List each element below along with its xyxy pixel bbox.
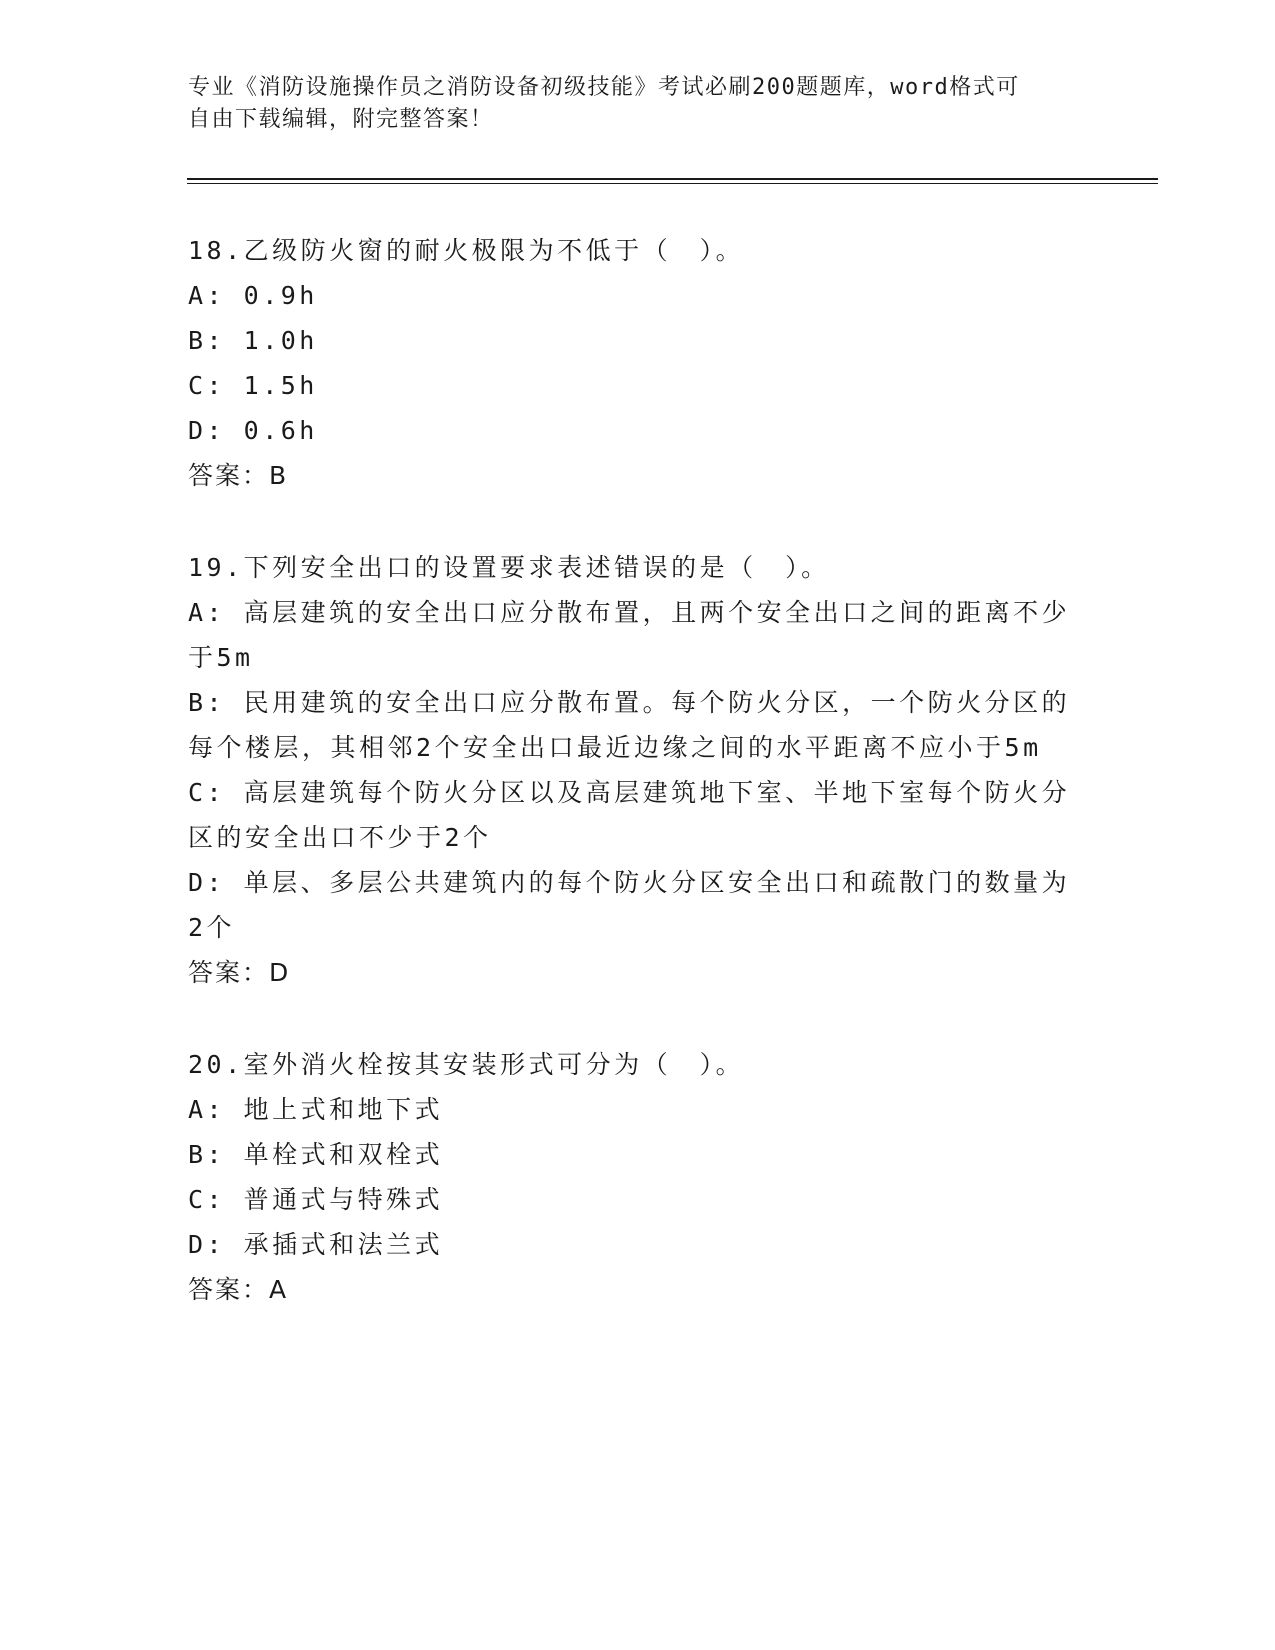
question-stem: 18.乙级防火窗的耐火极限为不低于（ ）。 [188,236,745,265]
option-text: A: 高层建筑的安全出口应分散布置，且两个安全出口之间的距离不少 [188,598,1071,627]
option-text: D: 0.6h [188,416,318,445]
option-text: B: 1.0h [188,326,318,355]
document-header [188,72,1068,136]
option-b [188,680,1088,770]
option-text: A: 0.9h [188,281,318,310]
option-d [188,860,1088,950]
option-text: A: 地上式和地下式 [188,1095,444,1124]
option-text: C: 1.5h [188,371,318,400]
option-c [188,770,1088,860]
header-divider [187,178,1158,184]
question-19 [188,545,1088,996]
option-text-continued: 每个楼层，其相邻2个安全出口最近边缘之间的水平距离不应小于5m [188,733,1042,762]
option-text: B: 民用建筑的安全出口应分散布置。每个防火分区，一个防火分区的 [188,688,1071,717]
option-text-continued: 于5m [188,643,254,672]
answer: 答案：B [188,461,289,490]
option-d [188,1222,1088,1267]
option-a [188,590,1088,680]
option-text: C: 普通式与特殊式 [188,1185,444,1214]
option-text: B: 单栓式和双栓式 [188,1140,444,1169]
question-stem: 19.下列安全出口的设置要求表述错误的是（ ）。 [188,553,830,582]
header-line-2: 自由下载编辑，附完整答案！ [188,107,494,132]
question-stem: 20.室外消火栓按其安装形式可分为（ ）。 [188,1050,745,1079]
header-line-1: 专业《消防设施操作员之消防设备初级技能》考试必刷200题题库，word格式可 [188,75,1020,100]
option-text: D: 承插式和法兰式 [188,1230,444,1259]
option-a [188,1087,1088,1132]
option-text-continued: 区的安全出口不少于2个 [188,823,492,852]
answer: 答案：A [188,1275,289,1304]
option-b [188,1132,1088,1177]
option-c [188,363,1088,408]
option-text: C: 高层建筑每个防火分区以及高层建筑地下室、半地下室每个防火分 [188,778,1071,807]
question-list [188,228,1088,1359]
option-text: D: 单层、多层公共建筑内的每个防火分区安全出口和疏散门的数量为 [188,868,1071,897]
option-a [188,273,1088,318]
option-b [188,318,1088,363]
option-c [188,1177,1088,1222]
question-20 [188,1042,1088,1313]
question-18 [188,228,1088,499]
answer: 答案：D [188,958,291,987]
option-text-continued: 2个 [188,913,236,942]
option-d [188,408,1088,453]
